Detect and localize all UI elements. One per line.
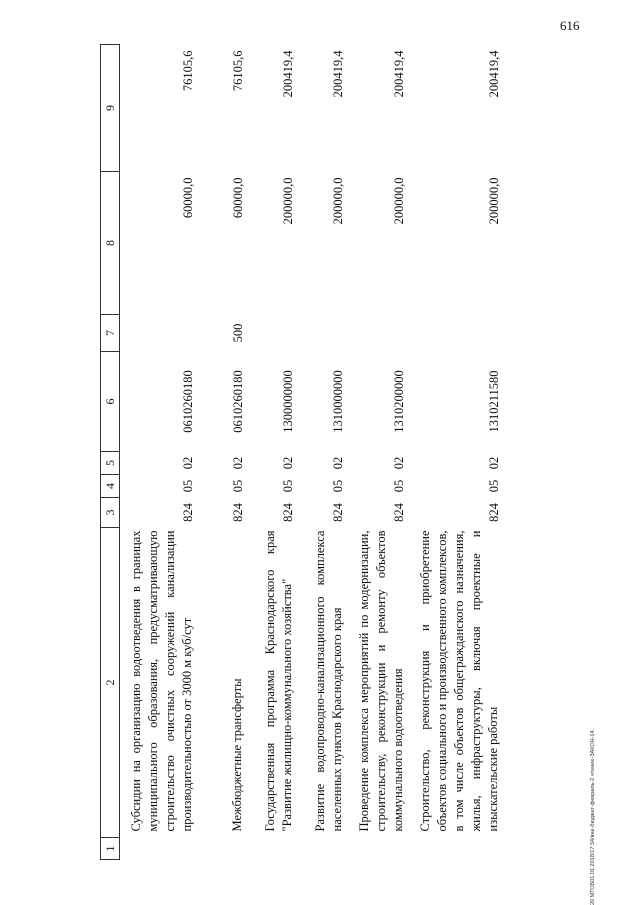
table-row [198,45,248,860]
header-col-7: 7 [101,315,120,352]
cell-name: Развитие водопроводно-канализационного комплекса населенных пунктов Краснодарского края [313,530,344,832]
table-row [409,45,504,860]
table-row [298,45,348,860]
header-col-4: 4 [101,475,120,498]
footer-file-stamp: 20 МТОБ01.01.2018/17:34/вне-бюджет-февраль-2 чтение-ЗАКОН-14. [590,728,596,905]
header-row [101,45,120,860]
cell-c7 [298,315,348,352]
cell-c7 [409,315,504,352]
cell-c6: 1310200000 [392,370,406,433]
cell-c6: 1300000000 [281,370,295,433]
cell-name: Проведение комплекса мероприятий по модернизации, строительству, реконструкции и ремонту объектов коммунального водоотведения [357,530,405,832]
header-col-5: 5 [101,452,120,475]
table-row [348,45,409,860]
cell-c8: 200000,0 [281,177,295,225]
cell-c4: 05 [487,479,501,493]
table-row [120,45,199,860]
budget-table [100,44,504,860]
cell-c4: 05 [392,479,406,493]
cell-c8: 200000,0 [487,177,501,225]
cell-c5: 02 [281,456,295,470]
cell-c8: 60000,0 [181,177,195,219]
cell-c6: 1310211580 [487,370,501,433]
cell-col1 [248,838,298,860]
cell-c3: 824 [487,503,501,522]
cell-col1 [298,838,348,860]
cell-name: Субсидии на организацию водоотведения в границах муниципального образования, предусматривающую строительство очистных сооружений канализации производительностью от 3000 м куб/сут [129,530,194,832]
cell-c4: 05 [281,479,295,493]
cell-c7 [348,315,409,352]
cell-c3: 824 [181,503,195,522]
header-col-1: 1 [101,838,120,860]
header-col-8: 8 [101,172,120,315]
header-col-6: 6 [101,352,120,452]
cell-c4: 05 [181,479,195,493]
cell-name: Строительство, реконструкция и приобретение объектов социального и производственного комплексов, в том числе объектов общегражданского назначения, жилья, инфраструктуры, включая проектные и изыскательские работы [418,530,500,832]
cell-c3: 824 [281,503,295,522]
cell-c7 [248,315,298,352]
cell-c9: 200419,4 [392,50,406,98]
cell-c4: 05 [231,479,245,493]
cell-c9: 76105,6 [181,50,195,92]
cell-c6: 1310000000 [331,370,345,433]
cell-c8: 60000,0 [231,177,245,219]
cell-c6: 0610260180 [181,370,195,433]
rotated-table-sheet [100,45,570,860]
cell-col1 [198,838,248,860]
cell-c9: 200419,4 [331,50,345,98]
cell-c5: 02 [231,456,245,470]
table-row [248,45,298,860]
cell-c5: 02 [181,456,195,470]
cell-col1 [120,838,199,860]
cell-c4: 05 [331,479,345,493]
cell-c3: 824 [392,503,406,522]
cell-c6: 0610260180 [231,370,245,433]
cell-c8: 200000,0 [331,177,345,225]
cell-c8: 200000,0 [392,177,406,225]
cell-c7: 500 [231,323,245,343]
cell-c9: 200419,4 [487,50,501,98]
cell-c5: 02 [392,456,406,470]
cell-c9: 76105,6 [231,50,245,92]
cell-name: Межбюджетные трансферты [230,678,244,832]
header-col-2: 2 [101,528,120,838]
cell-c9: 200419,4 [281,50,295,98]
header-col-9: 9 [101,45,120,172]
cell-c5: 02 [331,456,345,470]
cell-c7 [120,315,199,352]
cell-c3: 824 [331,503,345,522]
cell-c5: 02 [487,456,501,470]
cell-name: Государственная программа Краснодарского края "Развитие жилищно-коммунального хозяйства" [263,530,294,832]
page-number: 616 [560,18,580,33]
header-col-3: 3 [101,498,120,528]
cell-c3: 824 [231,503,245,522]
cell-col1 [348,838,409,860]
cell-col1 [409,838,504,860]
